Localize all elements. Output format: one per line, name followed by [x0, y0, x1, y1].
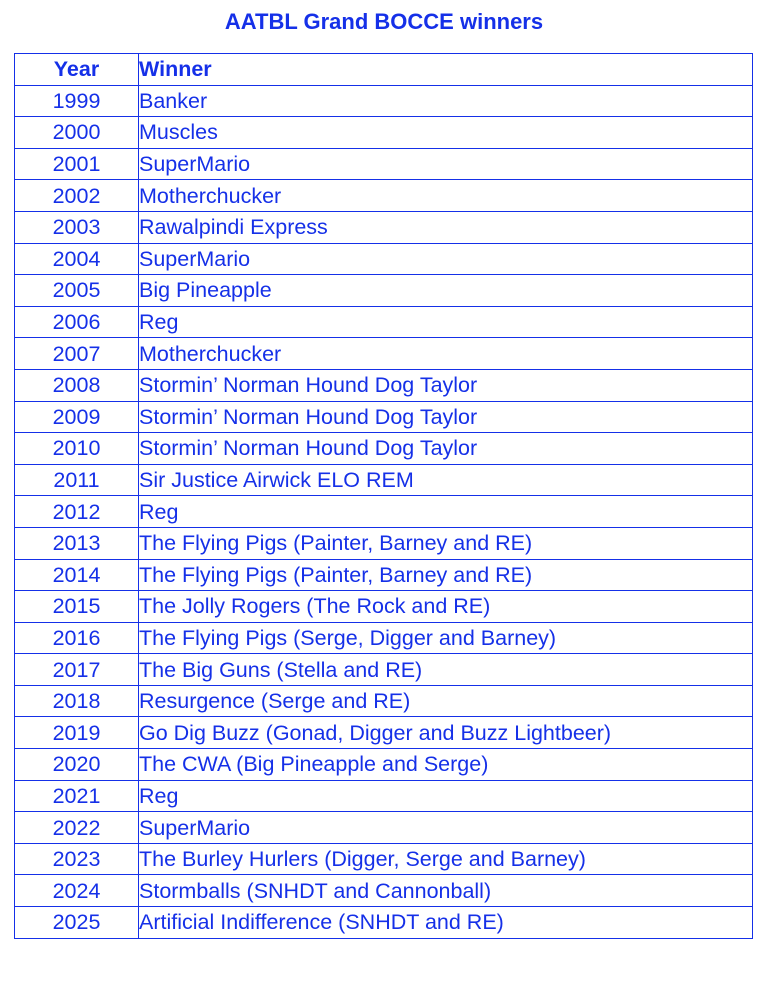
winner-cell: Reg [139, 306, 753, 338]
winner-column-header: Winner [139, 54, 753, 86]
winners-table [14, 53, 753, 939]
table-row [15, 812, 753, 844]
year-cell: 2003 [15, 211, 139, 243]
winner-cell: Motherchucker [139, 338, 753, 370]
winner-cell: Resurgence (Serge and RE) [139, 685, 753, 717]
winner-cell: The Jolly Rogers (The Rock and RE) [139, 591, 753, 623]
winner-cell: Reg [139, 780, 753, 812]
year-column-header: Year [15, 54, 139, 86]
winner-cell: The Flying Pigs (Painter, Barney and RE) [139, 559, 753, 591]
year-cell: 2024 [15, 875, 139, 907]
page-title: AATBL Grand BOCCE winners [224, 9, 544, 34]
table-row [15, 369, 753, 401]
table-row [15, 275, 753, 307]
year-cell: 2011 [15, 464, 139, 496]
year-cell: 2019 [15, 717, 139, 749]
winner-cell: The CWA (Big Pineapple and Serge) [139, 749, 753, 781]
winner-cell: Stormin’ Norman Hound Dog Taylor [139, 401, 753, 433]
year-cell: 2000 [15, 117, 139, 149]
table-row [15, 243, 753, 275]
winner-cell: Muscles [139, 117, 753, 149]
table-row [15, 211, 753, 243]
table-row [15, 685, 753, 717]
header-row [15, 54, 753, 86]
table-row [15, 180, 753, 212]
year-cell: 2021 [15, 780, 139, 812]
table-row [15, 527, 753, 559]
table-row [15, 148, 753, 180]
winner-cell: Artificial Indifference (SNHDT and RE) [139, 907, 753, 939]
table-row [15, 622, 753, 654]
table-header [15, 54, 753, 86]
year-cell: 2005 [15, 275, 139, 307]
winner-cell: Stormin’ Norman Hound Dog Taylor [139, 369, 753, 401]
year-cell: 2025 [15, 907, 139, 939]
winner-cell: Reg [139, 496, 753, 528]
year-cell: 2023 [15, 843, 139, 875]
year-cell: 2016 [15, 622, 139, 654]
winner-cell: SuperMario [139, 243, 753, 275]
table-row [15, 464, 753, 496]
table-row [15, 907, 753, 939]
year-cell: 2018 [15, 685, 139, 717]
winner-cell: Motherchucker [139, 180, 753, 212]
winner-cell: Rawalpindi Express [139, 211, 753, 243]
year-cell: 2015 [15, 591, 139, 623]
table-row [15, 338, 753, 370]
winner-cell: SuperMario [139, 812, 753, 844]
winner-cell: Banker [139, 85, 753, 117]
winner-cell: Go Dig Buzz (Gonad, Digger and Buzz Lightbeer) [139, 717, 753, 749]
year-cell: 2001 [15, 148, 139, 180]
winner-cell: Stormin’ Norman Hound Dog Taylor [139, 433, 753, 465]
year-cell: 2007 [15, 338, 139, 370]
winner-cell: The Burley Hurlers (Digger, Serge and Barney) [139, 843, 753, 875]
table-body [15, 85, 753, 938]
year-cell: 2017 [15, 654, 139, 686]
year-cell: 2020 [15, 749, 139, 781]
table-row [15, 117, 753, 149]
winner-cell: SuperMario [139, 148, 753, 180]
table-row [15, 591, 753, 623]
table-row [15, 875, 753, 907]
winner-cell: The Flying Pigs (Painter, Barney and RE) [139, 527, 753, 559]
year-cell: 2010 [15, 433, 139, 465]
year-cell: 2006 [15, 306, 139, 338]
table-row [15, 654, 753, 686]
winner-cell: Big Pineapple [139, 275, 753, 307]
table-row [15, 843, 753, 875]
winner-cell: The Flying Pigs (Serge, Digger and Barney) [139, 622, 753, 654]
winner-cell: The Big Guns (Stella and RE) [139, 654, 753, 686]
table-row [15, 559, 753, 591]
table-row [15, 496, 753, 528]
year-cell: 2012 [15, 496, 139, 528]
winner-cell: Stormballs (SNHDT and Cannonball) [139, 875, 753, 907]
table-row [15, 401, 753, 433]
year-cell: 2008 [15, 369, 139, 401]
year-cell: 2009 [15, 401, 139, 433]
year-cell: 2002 [15, 180, 139, 212]
table-row [15, 717, 753, 749]
table-row [15, 433, 753, 465]
table-row [15, 85, 753, 117]
table-row [15, 749, 753, 781]
year-cell: 2014 [15, 559, 139, 591]
table-row [15, 306, 753, 338]
table-row [15, 780, 753, 812]
year-cell: 2004 [15, 243, 139, 275]
year-cell: 2013 [15, 527, 139, 559]
year-cell: 1999 [15, 85, 139, 117]
winner-cell: Sir Justice Airwick ELO REM [139, 464, 753, 496]
year-cell: 2022 [15, 812, 139, 844]
